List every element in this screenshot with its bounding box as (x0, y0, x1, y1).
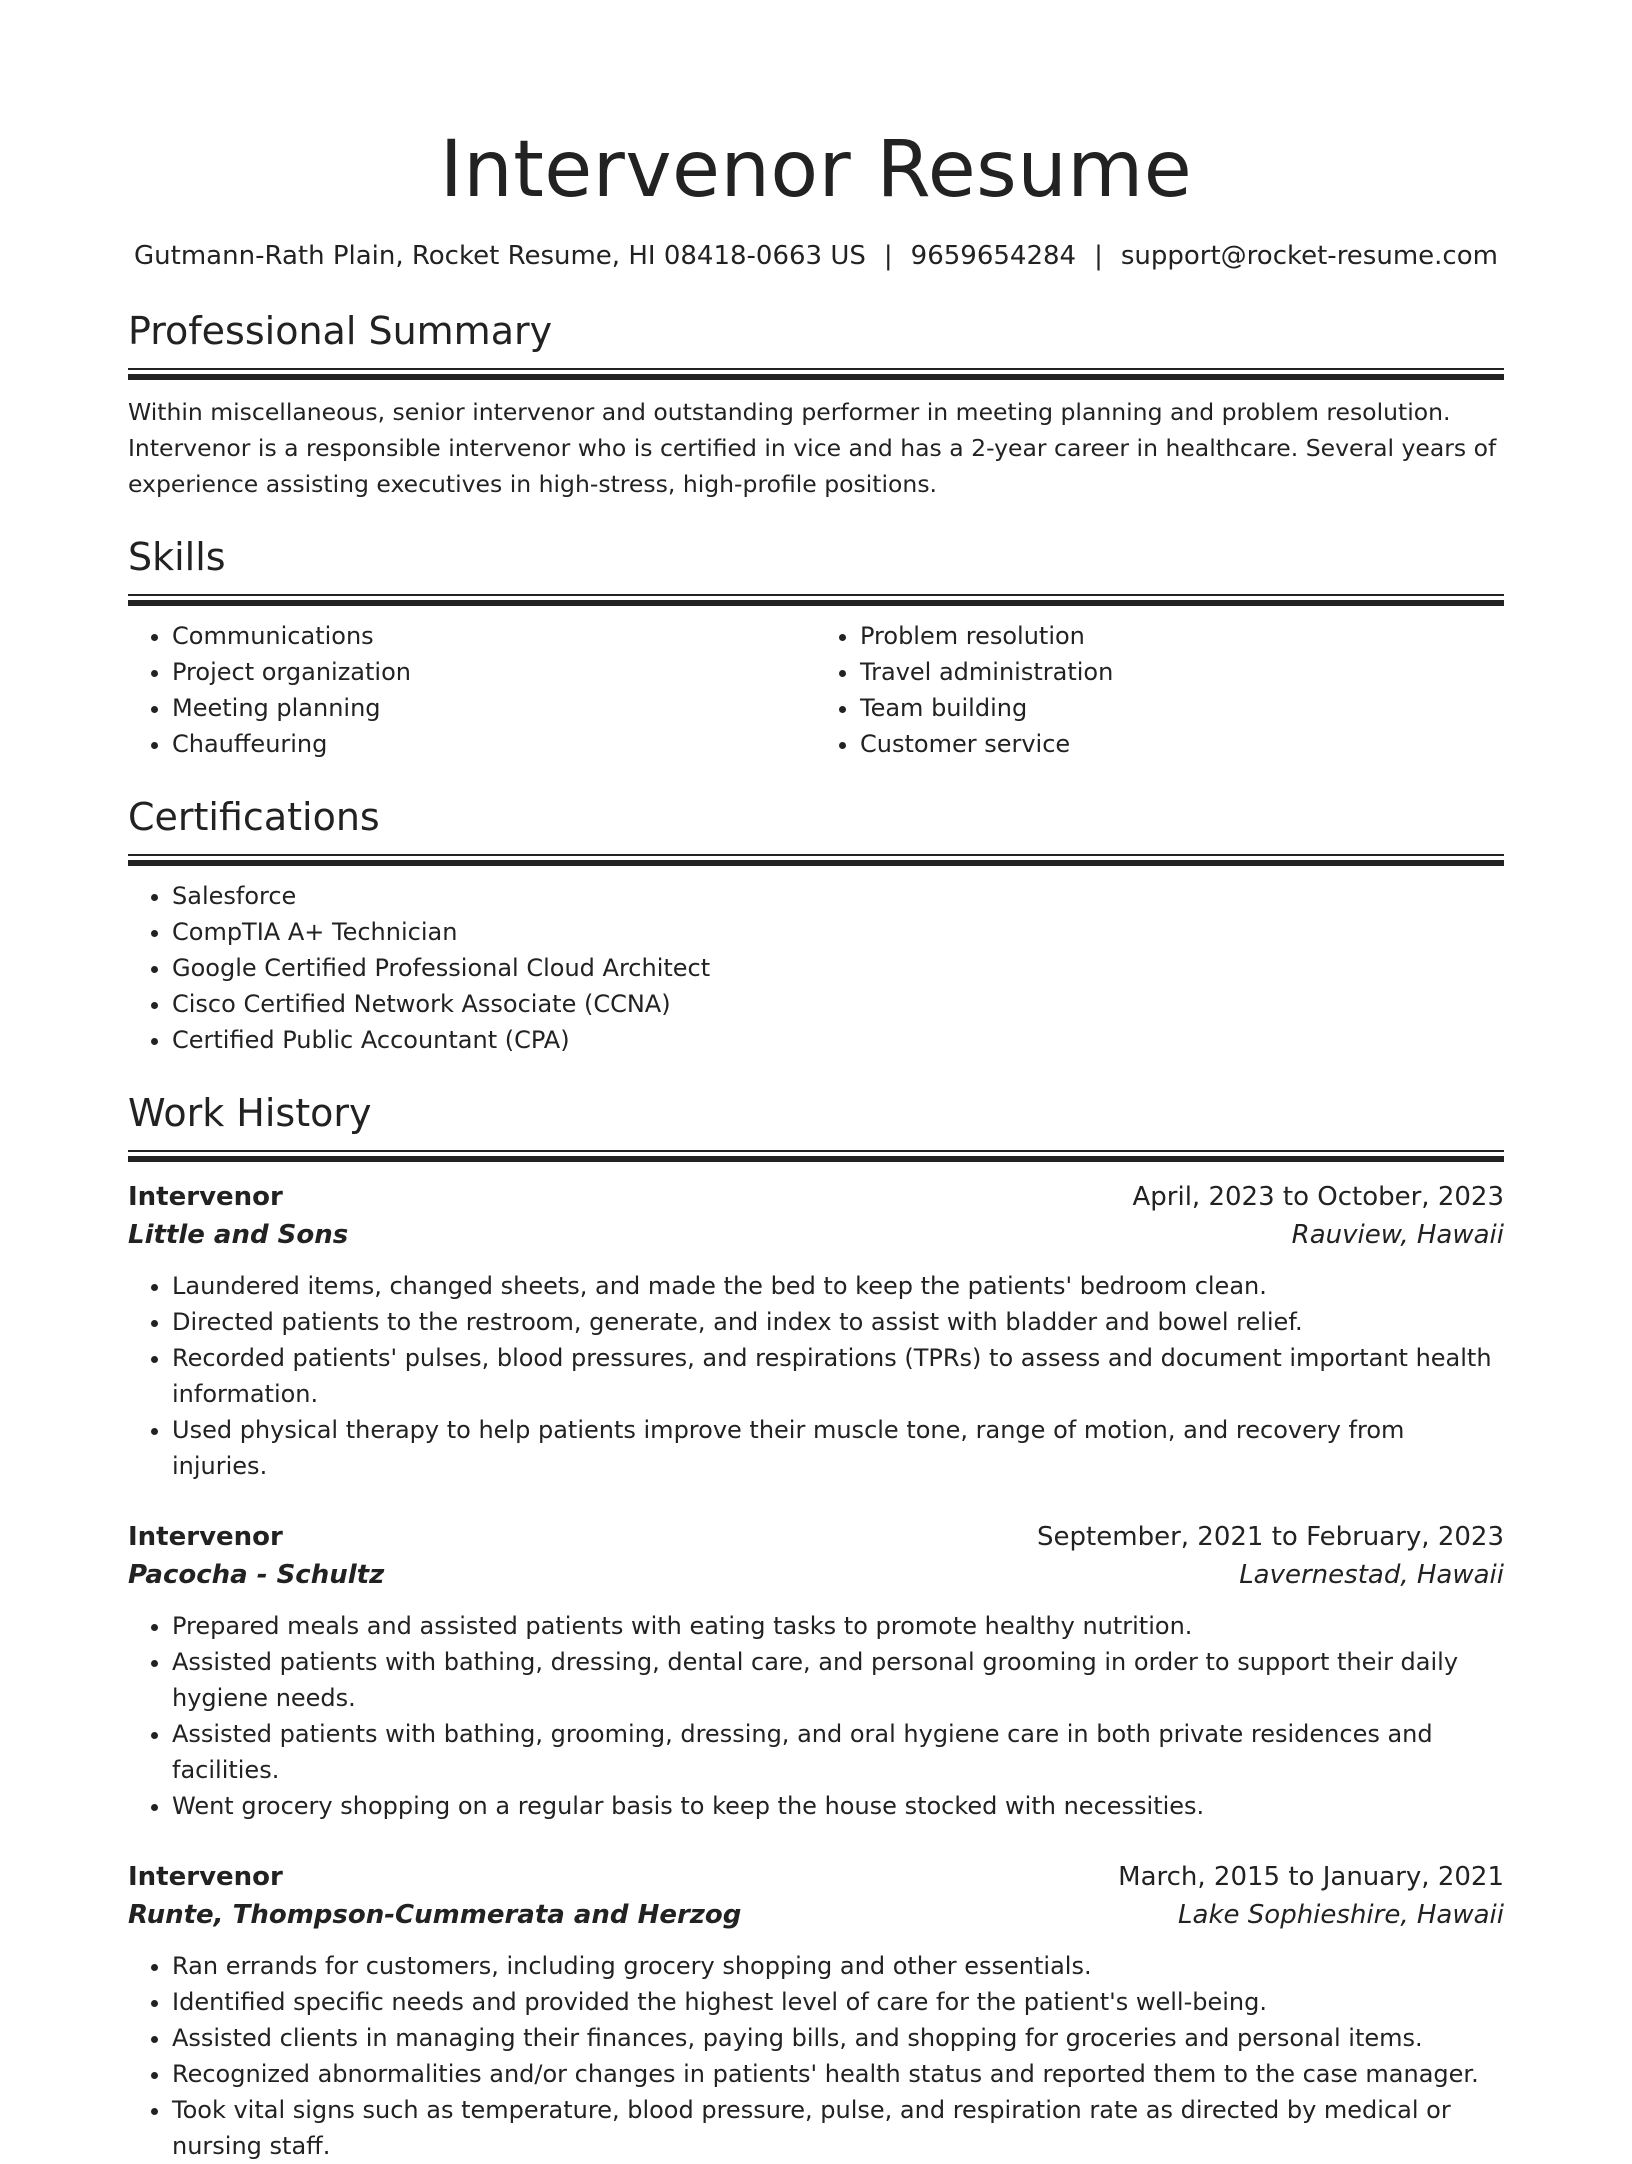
job-subheader-row (128, 1556, 1504, 1594)
job-header-row (128, 1518, 1504, 1556)
section-professional-summary (128, 306, 1504, 502)
job-title: Intervenor (128, 1862, 283, 1892)
certification-item: • CompTIA A+ Technician (172, 914, 1504, 950)
job-duty: • Ran errands for customers, including grocery shopping and other essentials. (172, 1948, 1504, 1984)
section-heading: Professional Summary (128, 309, 553, 353)
contact-address: Gutmann-Rath Plain, Rocket Resume, HI 08418-0663 US (134, 241, 866, 271)
job-title: Intervenor (128, 1182, 283, 1212)
certifications-list (128, 878, 1504, 1058)
section-skills (128, 532, 1504, 762)
skill-item: • Customer service (860, 726, 1504, 762)
skill-item: • Travel administration (860, 654, 1504, 690)
job-duty: • Recognized abnormalities and/or changes in patients' health status and reported them to the case manager. (172, 2056, 1504, 2092)
section-divider (128, 1150, 1504, 1162)
skills-grid (128, 618, 1504, 762)
certification-item: • Google Certified Professional Cloud Architect (172, 950, 1504, 986)
job-duty: • Assisted patients with bathing, dressing, dental care, and personal grooming in order to support their daily hygiene needs. (172, 1644, 1504, 1716)
section-work-history (128, 1088, 1504, 2164)
skill-item: • Meeting planning (172, 690, 816, 726)
job-duty: • Used physical therapy to help patients improve their muscle tone, range of motion, and recovery from injuries. (172, 1412, 1504, 1484)
summary-text: Within miscellaneous, senior intervenor and outstanding performer in meeting planning and problem resolution. Intervenor is a responsible intervenor who is certified in vice and has a 2-year career in healthcare. Several years of experience assisting executives in high-stress, high-profile positions. (128, 398, 1497, 498)
skill-item: • Communications (172, 618, 816, 654)
job-title: Intervenor (128, 1522, 283, 1552)
job-dates: March, 2015 to January, 2021 (1118, 1862, 1504, 1892)
job-header-row (128, 1178, 1504, 1216)
certification-item: • Salesforce (172, 878, 1504, 914)
section-heading: Skills (128, 535, 226, 579)
skill-item: • Chauffeuring (172, 726, 816, 762)
job-duty: • Prepared meals and assisted patients with eating tasks to promote healthy nutrition. (172, 1608, 1504, 1644)
contact-separator: | (1094, 241, 1103, 271)
job-location: Lake Sophieshire, Hawaii (1178, 1900, 1504, 1930)
job-company: Pacocha - Schultz (128, 1560, 385, 1590)
job-duties-list (128, 1268, 1504, 1484)
contact-line (128, 236, 1504, 276)
job-header-row (128, 1858, 1504, 1896)
job-duty: • Recorded patients' pulses, blood pressures, and respirations (TPRs) to assess and document important health information. (172, 1340, 1504, 1412)
job-duty: • Directed patients to the restroom, generate, and index to assist with bladder and bowel relief. (172, 1304, 1504, 1340)
job-location: Rauview, Hawaii (1291, 1220, 1504, 1250)
job-duty: • Laundered items, changed sheets, and made the bed to keep the patients' bedroom clean. (172, 1268, 1504, 1304)
job-duties-list (128, 1948, 1504, 2164)
section-heading: Work History (128, 1091, 372, 1135)
contact-email: support@rocket-resume.com (1120, 241, 1498, 271)
job-duties-list (128, 1608, 1504, 1824)
skills-list-left (128, 618, 816, 762)
certification-item: • Cisco Certified Network Associate (CCNA) (172, 986, 1504, 1022)
job-duty: • Went grocery shopping on a regular basis to keep the house stocked with necessities. (172, 1788, 1504, 1824)
job-dates: April, 2023 to October, 2023 (1132, 1182, 1504, 1212)
job-subheader-row (128, 1896, 1504, 1934)
job-subheader-row (128, 1216, 1504, 1254)
job-entry (128, 1178, 1504, 1484)
job-duty: • Identified specific needs and provided the highest level of care for the patient's well-being. (172, 1984, 1504, 2020)
job-duty: • Assisted clients in managing their finances, paying bills, and shopping for groceries and personal items. (172, 2020, 1504, 2056)
job-entry (128, 1858, 1504, 2164)
skill-item: • Project organization (172, 654, 816, 690)
section-divider (128, 368, 1504, 380)
section-divider (128, 594, 1504, 606)
section-heading: Certifications (128, 795, 380, 839)
skill-item: • Problem resolution (860, 618, 1504, 654)
section-divider (128, 854, 1504, 866)
job-company: Little and Sons (128, 1220, 349, 1250)
resume-title: Intervenor Resume (439, 125, 1193, 215)
section-certifications (128, 792, 1504, 1058)
contact-separator: | (883, 241, 893, 271)
skills-list-right (816, 618, 1504, 762)
skill-item: • Team building (860, 690, 1504, 726)
job-duty: • Assisted patients with bathing, grooming, dressing, and oral hygiene care in both private residences and facilities. (172, 1716, 1504, 1788)
job-company: Runte, Thompson-Cummerata and Herzog (128, 1900, 742, 1930)
job-duty: • Took vital signs such as temperature, blood pressure, pulse, and respiration rate as directed by medical or nursing staff. (172, 2092, 1504, 2164)
job-dates: September, 2021 to February, 2023 (1037, 1522, 1504, 1552)
job-location: Lavernestad, Hawaii (1239, 1560, 1504, 1590)
certification-item: • Certified Public Accountant (CPA) (172, 1022, 1504, 1058)
job-entry (128, 1518, 1504, 1824)
contact-phone: 9659654284 (910, 241, 1077, 271)
